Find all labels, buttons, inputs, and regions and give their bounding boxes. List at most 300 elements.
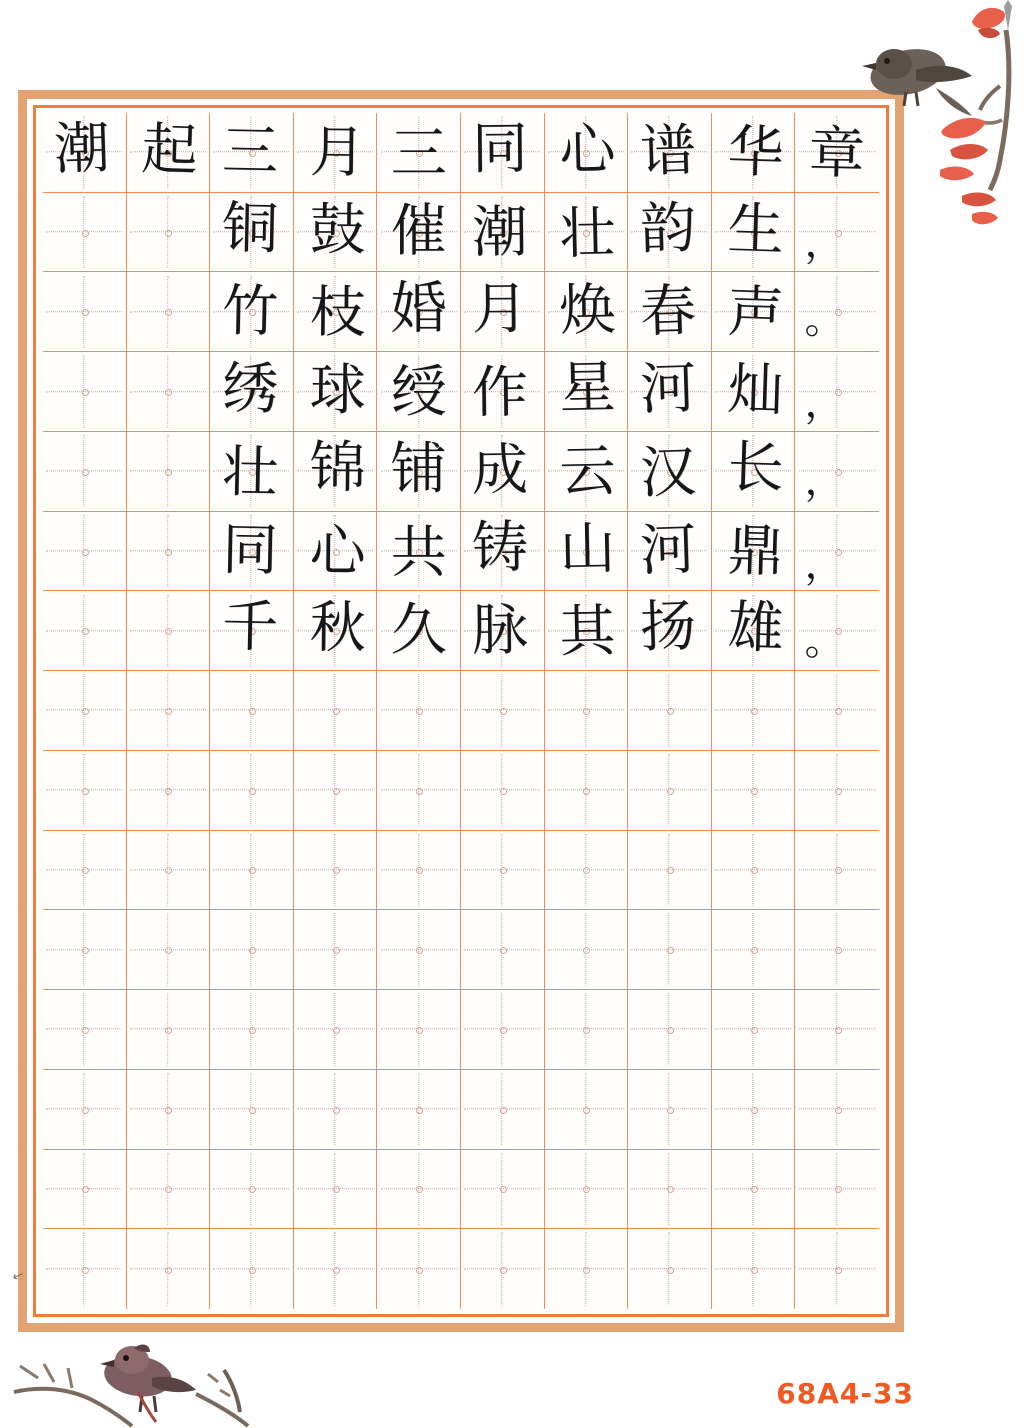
grid-cell [377,1070,461,1150]
grid-cell [294,1229,378,1309]
handwritten-character: 绶 [390,359,447,425]
grid-cell [545,671,629,751]
center-guide-dot [249,1267,256,1274]
grid-cell [545,910,629,990]
grid-cell [712,831,796,911]
grid-cell [795,1150,879,1230]
center-guide-dot [249,947,256,954]
handwritten-character: 华 [726,119,785,187]
center-guide-dot [835,1107,842,1114]
center-guide-dot [82,549,89,556]
handwritten-character: 鼎 [726,518,785,586]
center-guide-dot [416,788,423,795]
grid-cell [461,910,545,990]
grid-cell [628,432,712,512]
grid-cell [210,751,294,831]
handwritten-character: 铜 [221,196,279,263]
grid-cell [210,671,294,751]
grid-cell [377,1229,461,1309]
grid-cell [294,1070,378,1150]
grid-cell [294,591,378,671]
grid-cell [377,591,461,671]
center-guide-dot [751,947,758,954]
grid-cell [43,751,127,831]
grid-cell [628,671,712,751]
grid-cell [795,512,879,592]
grid-cell [43,352,127,432]
grid-cell [294,910,378,990]
grid-cell [712,272,796,352]
grid-cell [795,1070,879,1150]
grid-cell [210,113,294,193]
center-guide-dot [583,788,590,795]
center-guide-dot [82,469,89,476]
center-guide-dot [165,230,172,237]
grid-cell [461,671,545,751]
center-guide-dot [333,788,340,795]
center-guide-dot [249,708,256,715]
grid-cell [628,272,712,352]
grid-cell [377,272,461,352]
handwritten-punctuation: 。 [804,297,846,344]
center-guide-dot [667,867,674,874]
grid-cell [127,910,211,990]
center-guide-dot [751,788,758,795]
grid-cell [127,990,211,1070]
grid-cell [43,432,127,512]
center-guide-dot [82,867,89,874]
handwritten-character: 铺 [390,437,447,503]
grid-cell [210,1229,294,1309]
handwritten-character: 谱 [639,118,698,186]
handwritten-character: 章 [808,121,866,188]
center-guide-dot [165,1186,172,1193]
grid-cell [43,831,127,911]
grid-cell [377,910,461,990]
center-guide-dot [583,867,590,874]
center-guide-dot [751,708,758,715]
handwritten-character: 月 [471,277,529,343]
handwritten-character: 三 [221,118,279,185]
center-guide-dot [667,1027,674,1034]
grid-cell [628,113,712,193]
handwritten-character: 山 [558,516,616,583]
handwritten-character: 壮 [221,440,279,507]
center-guide-dot [583,1186,590,1193]
center-guide-dot [835,1267,842,1274]
handwritten-character: 雄 [726,595,785,663]
grid-cell [294,751,378,831]
grid-cell [795,272,879,352]
grid-cell [712,990,796,1070]
handwritten-character: 脉 [471,598,529,665]
grid-cell [461,113,545,193]
grid-cell [127,272,211,352]
grid-cell [628,512,712,592]
grid-cell [210,831,294,911]
center-guide-dot [416,1186,423,1193]
handwritten-character: 灿 [726,357,785,425]
handwritten-character: 河 [639,517,698,584]
grid-cell [127,671,211,751]
grid-cell [43,512,127,592]
grid-cell [294,352,378,432]
handwritten-character: 焕 [558,278,616,345]
handwritten-character: 婚 [390,276,447,342]
handwritten-character: 韵 [639,195,698,263]
center-guide-dot [835,708,842,715]
grid-cell [294,193,378,273]
center-guide-dot [667,1186,674,1193]
grid-cell [294,671,378,751]
grid-cell [43,910,127,990]
center-guide-dot [333,1267,340,1274]
center-guide-dot [416,1107,423,1114]
grid-cell [294,272,378,352]
grid-cell [795,831,879,911]
grid-cell [461,591,545,671]
center-guide-dot [82,947,89,954]
center-guide-dot [500,1267,507,1274]
center-guide-dot [333,1027,340,1034]
grid-cell [795,990,879,1070]
handwritten-character: 汉 [639,439,698,507]
grid-cell [545,990,629,1070]
grid-cell [294,432,378,512]
center-guide-dot [751,1027,758,1034]
handwritten-character: 成 [471,437,529,504]
sheet-code-label: 68A4-33 [776,1377,914,1410]
grid-cell [294,990,378,1070]
center-guide-dot [165,1267,172,1274]
grid-cell [461,751,545,831]
grid-cell [795,751,879,831]
center-guide-dot [249,867,256,874]
handwritten-character: 心 [309,518,366,585]
grid-cell [43,671,127,751]
center-guide-dot [82,1267,89,1274]
handwritten-character: 铸 [471,515,529,581]
grid-cell [712,591,796,671]
center-guide-dot [82,230,89,237]
handwritten-character: 壮 [558,200,616,268]
center-guide-dot [165,1107,172,1114]
grid-cell [712,751,796,831]
grid-cell [712,1070,796,1150]
grid-cell [210,990,294,1070]
center-guide-dot [835,867,842,874]
handwritten-character: 长 [726,435,785,502]
grid-cell [127,512,211,592]
center-guide-dot [333,708,340,715]
grid-cell [377,1150,461,1230]
grid-cell [210,1150,294,1230]
center-guide-dot [835,1186,842,1193]
grid-cell [210,910,294,990]
center-guide-dot [165,708,172,715]
handwritten-character: 锦 [309,435,366,502]
center-guide-dot [500,1186,507,1193]
grid-cell [712,910,796,990]
grid-cell [127,1150,211,1230]
handwritten-character: 同 [221,517,279,584]
center-guide-dot [82,788,89,795]
handwritten-character: 秋 [309,596,366,662]
handwritten-punctuation: ， [804,541,846,588]
grid-cell [127,591,211,671]
handwritten-character: 作 [471,360,529,427]
grid-cell [712,113,796,193]
grid-cell [628,831,712,911]
grid-cell [628,591,712,671]
center-guide-dot [249,1186,256,1193]
center-guide-dot [835,1027,842,1034]
grid-cell [795,352,879,432]
handwritten-character: 潮 [52,116,111,183]
corner-tick-mark: ↙ [9,1267,26,1286]
grid-cell [377,512,461,592]
grid-cell [795,193,879,273]
grid-cell [210,1070,294,1150]
grid-cell [461,1229,545,1309]
grid-cell [127,831,211,911]
grid-cell [795,591,879,671]
center-guide-dot [82,1186,89,1193]
center-guide-dot [165,788,172,795]
grid-cell [461,990,545,1070]
grid-cell [628,352,712,432]
grid-cell [628,990,712,1070]
grid-cell [294,113,378,193]
handwritten-character: 星 [558,355,616,422]
center-guide-dot [667,1267,674,1274]
grid-cell [43,1229,127,1309]
grid-cell [545,1150,629,1230]
handwritten-character: 其 [558,599,616,666]
grid-cell [461,1070,545,1150]
center-guide-dot [249,1027,256,1034]
handwritten-character: 三 [390,121,447,187]
grid-cell [628,1070,712,1150]
center-guide-dot [416,1027,423,1034]
grid-cell [43,990,127,1070]
center-guide-dot [751,1107,758,1114]
center-guide-dot [500,708,507,715]
center-guide-dot [82,708,89,715]
grid-cell [377,432,461,512]
handwritten-character: 球 [309,358,366,424]
grid-cell [210,512,294,592]
grid-cell [127,1229,211,1309]
center-guide-dot [667,708,674,715]
grid-cell [377,671,461,751]
grid-cell [461,193,545,273]
center-guide-dot [500,1027,507,1034]
center-guide-dot [165,549,172,556]
center-guide-dot [751,867,758,874]
center-guide-dot [500,867,507,874]
handwritten-character: 潮 [471,199,529,266]
center-guide-dot [82,1027,89,1034]
center-guide-dot [165,867,172,874]
center-guide-dot [835,947,842,954]
center-guide-dot [333,1107,340,1114]
grid-cell [461,272,545,352]
center-guide-dot [333,947,340,954]
grid-cell [795,671,879,751]
grid-cell [628,1229,712,1309]
center-guide-dot [416,867,423,874]
center-guide-dot [82,628,89,635]
handwritten-character: 河 [639,356,698,424]
handwritten-character: 生 [726,197,785,264]
handwritten-character: 扬 [639,594,698,662]
grid-cell [545,272,629,352]
grid-cell [43,113,127,193]
grid-cell [545,751,629,831]
grid-cell [545,193,629,273]
grid-cell [294,1150,378,1230]
center-guide-dot [500,1107,507,1114]
grid-cell [795,113,879,193]
grid-cell [712,512,796,592]
center-guide-dot [165,628,172,635]
grid-cell [795,432,879,512]
grid-cell [712,1229,796,1309]
grid-cell [628,1150,712,1230]
grid-cell [377,113,461,193]
center-guide-dot [583,947,590,954]
handwritten-character: 春 [639,279,698,346]
handwritten-character: 绣 [221,356,279,423]
grid-cell [545,512,629,592]
writing-grid [43,113,879,1309]
handwritten-character: 心 [558,117,616,184]
grid-cell [545,432,629,512]
handwritten-character: 共 [390,520,447,586]
grid-cell [43,193,127,273]
center-guide-dot [165,389,172,396]
grid-cell [795,1229,879,1309]
handwritten-punctuation: ， [804,380,846,428]
grid-cell [712,352,796,432]
handwritten-character: 催 [390,199,447,265]
center-guide-dot [82,1107,89,1114]
grid-cell [377,352,461,432]
center-guide-dot [500,947,507,954]
center-guide-dot [583,1267,590,1274]
center-guide-dot [583,708,590,715]
handwritten-punctuation: 。 [804,618,846,666]
center-guide-dot [751,1267,758,1274]
grid-cell [294,512,378,592]
grid-cell [127,1070,211,1150]
grid-cell [545,1229,629,1309]
center-guide-dot [751,1186,758,1193]
center-guide-dot [165,1027,172,1034]
handwritten-character: 同 [471,116,529,183]
grid-cell [127,751,211,831]
grid-cell [795,910,879,990]
grid-cell [461,432,545,512]
center-guide-dot [165,947,172,954]
grid-cell [712,671,796,751]
handwritten-character: 月 [309,120,366,186]
center-guide-dot [500,788,507,795]
grid-cell [545,352,629,432]
grid-cell [461,352,545,432]
grid-cell [712,193,796,273]
grid-cell [210,193,294,273]
grid-cell [377,831,461,911]
grid-cell [127,193,211,273]
grid-cell [628,910,712,990]
grid-cell [127,352,211,432]
center-guide-dot [82,309,89,316]
grid-cell [210,272,294,352]
grid-cell [377,193,461,273]
center-guide-dot [416,947,423,954]
center-guide-dot [667,947,674,954]
center-guide-dot [82,389,89,396]
center-guide-dot [165,469,172,476]
grid-cell [127,432,211,512]
center-guide-dot [667,788,674,795]
center-guide-dot [333,867,340,874]
grid-cell [712,1150,796,1230]
grid-cell [461,512,545,592]
grid-cell [127,113,211,193]
grid-cell [545,831,629,911]
center-guide-dot [583,1027,590,1034]
handwritten-character: 鼓 [309,197,366,264]
grid-cell [43,1070,127,1150]
center-guide-dot [333,1186,340,1193]
grid-cell [545,591,629,671]
grid-cell [461,831,545,911]
center-guide-dot [583,1107,590,1114]
grid-cell [377,751,461,831]
grid-cell [43,591,127,671]
grid-cell [43,1150,127,1230]
grid-cell [545,113,629,193]
center-guide-dot [249,1107,256,1114]
handwritten-character: 云 [558,438,616,506]
grid-cell [294,831,378,911]
grid-cell [628,751,712,831]
center-guide-dot [249,788,256,795]
center-guide-dot [416,1267,423,1274]
handwritten-character: 枝 [309,280,366,347]
handwritten-character: 起 [140,117,199,185]
grid-cell [210,432,294,512]
handwritten-character: 久 [390,597,447,663]
handwritten-character: 竹 [221,279,279,346]
center-guide-dot [416,708,423,715]
grid-cell [545,1070,629,1150]
grid-cell [461,1150,545,1230]
grid-cell [210,591,294,671]
center-guide-dot [165,309,172,316]
grid-cell [628,193,712,273]
handwritten-character: 千 [221,594,279,661]
center-guide-dot [667,1107,674,1114]
grid-cell [377,990,461,1070]
handwritten-character: 声 [726,280,785,348]
grid-cell [210,352,294,432]
handwritten-punctuation: ， [804,457,846,505]
grid-cell [712,432,796,512]
